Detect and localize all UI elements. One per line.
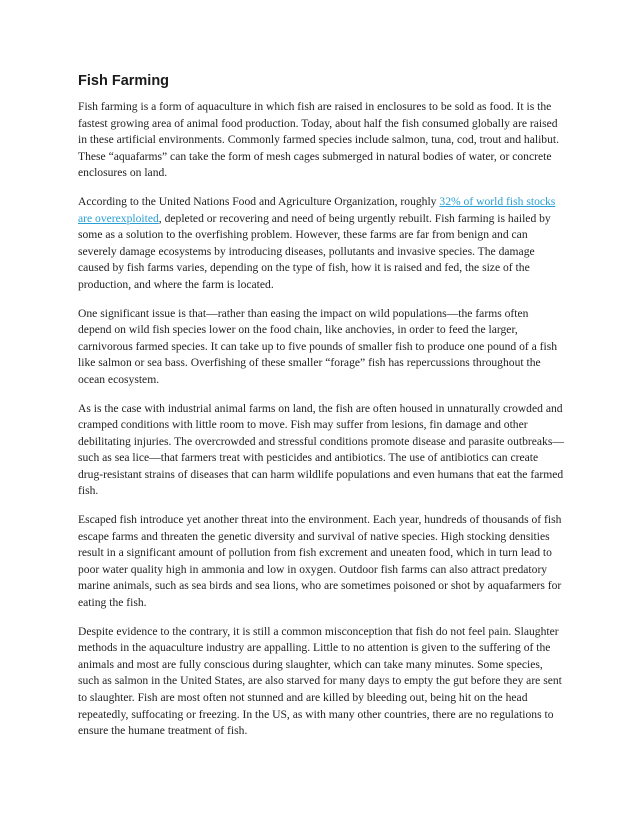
paragraph-6: Despite evidence to the contrary, it is still a common misconception that fish do not feel pain. Slaughter methods in the aquaculture industry are appalling. Little to no attention is given to the suffering of the animals and most are fully conscious during slaughter, which can take many minutes. Some species, such as salmon in the United States, are also starved for many days to empty the gut before they are sent to slaughter. Fish are most often not stunned and are killed by bleeding out, being hit on the head repeatedly, suffocating or freezing. In the US, as with many other countries, there are no regulations to ensure the humane treatment of fish.	[78, 624, 562, 738]
page-title: Fish Farming	[78, 73, 170, 89]
paragraph-2-text-before: According to the United Nations Food and Agriculture Organization, roughly	[78, 194, 440, 208]
paragraph-3: One significant issue is that—rather than easing the impact on wild populations—the farms often depend on wild fish species lower on the food chain, like anchovies, in order to feed the larger, carnivorous farmed species. It can take up to five pounds of smaller fish to produce one pound of a fish like salmon or sea bass. Overfishing of these smaller “forage” fish has repercussions throughout the ocean ecosystem.	[78, 306, 558, 386]
paragraph-2-text-after: , depleted or recovering and need of being urgently rebuilt. Fish farming is hailed by some as a solution to the overfishing problem. However, these farms are far from benign and can severely damage ecosystems by introducing diseases, pollutants and invasive species. The damage caused by fish farms varies, depending on the type of fish, how it is raised and fed, the size of the production, and where the farm is located.	[78, 211, 551, 291]
paragraph-5: Escaped fish introduce yet another threat into the environment. Each year, hundreds of thousands of fish escape farms and threaten the genetic diversity and survival of native species. High stocking densities result in a significant amount of pollution from fish excrement and uneaten food, which in turn lead to poor water quality high in ammonia and low in oxygen. Outdoor fish farms can also attract predatory marine animals, such as sea birds and sea lions, who are sometimes poisoned or shot by aquafarmers for eating the fish.	[78, 513, 562, 610]
paragraph-2	[78, 194, 564, 294]
paragraph-1: Fish farming is a form of aquaculture in which fish are raised in enclosures to be sold as food. It is the fastest growing area of animal food production. Today, about half the fish consumed globally are raised in these artificial environments. Commonly farmed species include salmon, tuna, cod, trout and halibut. These “aquafarms” can take the form of mesh cages submerged in natural bodies of water, or concrete enclosures on land.	[78, 100, 560, 180]
document-page	[78, 72, 564, 752]
overexploited-stocks-link[interactable]: 32% of world fish stocks are overexploited	[78, 194, 556, 225]
paragraph-4: As is the case with industrial animal farms on land, the fish are often housed in unnaturally crowded and cramped conditions with little room to move. Fish may suffer from lesions, fin damage and other debilitating injuries. The overcrowded and stressful conditions promote disease and parasite outbreaks—such as sea lice—that farmers treat with pesticides and antibiotics. The use of antibiotics can create drug-resistant strains of diseases that can harm wildlife populations and even humans that eat the farmed fish.	[78, 401, 564, 498]
